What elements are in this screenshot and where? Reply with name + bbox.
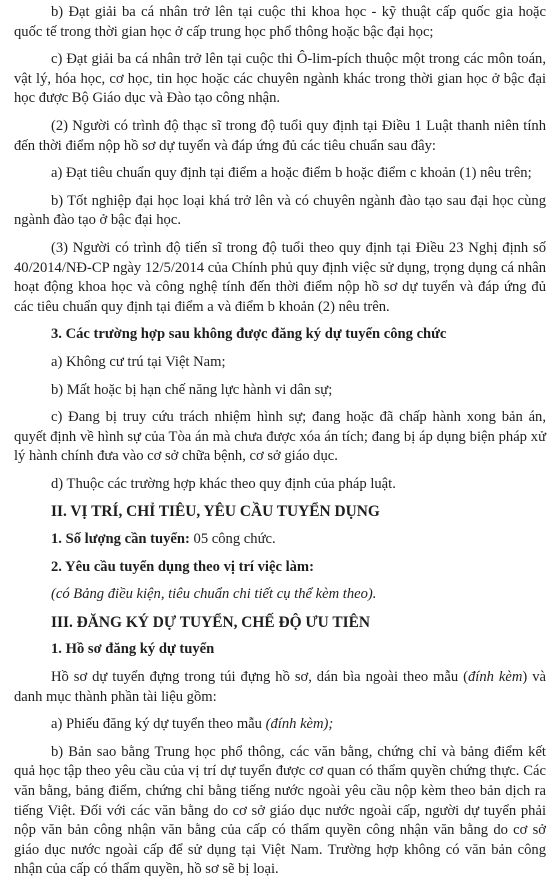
- paragraph-2b: b) Tốt nghiệp đại học loại khá trở lên và có chuyên ngành đào tạo sau đại học cùng ngành đào tạo ở bậc đại học.: [14, 192, 546, 229]
- dossier-intro-attached: đính kèm: [468, 669, 523, 686]
- dossier-intro: [14, 668, 546, 707]
- dossier-item-b: b) Bản sao bằng Trung học phổ thông, các văn bằng, chứng chỉ và bảng điểm kết quả học tập theo yêu cầu của vị trí dự tuyển được cơ quan có thẩm quyền chứng thực. Các văn bằng, bảng điểm, chứng chỉ bằng tiếng nước ngoài yêu cầu nộp kèm theo bản dịch ra tiếng Việt. Đối với các văn bằng do cơ sở giáo dục nước ngoài cấp, người dự tuyển phải nộp văn bản công nhận văn bằng của cấp có thẩm quyền công nhận văn bằng do cơ sở giáo dục nước ngoài cấp để sử dụng tại Việt Nam. Trường hợp không có văn bản công nhận của cấp có thẩm quyền, hồ sơ sẽ bị loại.: [14, 743, 546, 878]
- paragraph-2a: a) Đạt tiêu chuẩn quy định tại điểm a hoặc điểm b hoặc điểm c khoản (1) nêu trên;: [51, 165, 532, 182]
- recruit-requirements-heading: 2. Yêu cầu tuyển dụng theo vị trí việc làm:: [51, 558, 314, 575]
- dossier-intro-part2: ) và danh mục thành phần tài liệu gồm:: [14, 669, 546, 705]
- heading-3-ineligible: 3. Các trường hợp sau không được đăng ký dự tuyển công chức: [51, 326, 447, 343]
- paragraph-3b: b) Mất hoặc bị hạn chế năng lực hành vi dân sự;: [51, 381, 333, 398]
- dossier-item-a-attached: (đính kèm);: [265, 716, 334, 733]
- recruit-quantity-value: 05 công chức.: [189, 531, 276, 548]
- paragraph-2: (2) Người có trình độ thạc sĩ trong độ tuổi quy định tại Điều 1 Luật thanh niên tính đến thời điểm nộp hồ sơ dự tuyển và đáp ứng đủ các tiêu chuẩn sau đây:: [14, 117, 546, 154]
- paragraph-1b: b) Đạt giải ba cá nhân trở lên tại cuộc thi khoa học - kỹ thuật cấp quốc gia hoặc quốc tế trong thời gian học ở cấp trung học phổ thông hoặc bậc đại học;: [14, 4, 546, 40]
- paragraph-1c: c) Đạt giải ba cá nhân trở lên tại cuộc thi Ô-lim-pích thuộc một trong các môn toán, vật lý, hóa học, cơ học, tin học hoặc các chuyên ngành khác trong thời gian học ở bậc đại học được Bộ Giáo dục và Đào tạo công nhận.: [14, 51, 546, 107]
- section-ii-title: II. VỊ TRÍ, CHỈ TIÊU, YÊU CẦU TUYỂN DỤNG: [51, 503, 380, 521]
- section-iii-title: III. ĐĂNG KÝ DỰ TUYỂN, CHẾ ĐỘ ƯU TIÊN: [51, 613, 370, 631]
- recruit-requirements-note: (có Bảng điều kiện, tiêu chuẩn chi tiết cụ thể kèm theo).: [51, 586, 377, 603]
- recruit-quantity: [14, 530, 546, 550]
- dossier-intro-part1: Hồ sơ dự tuyển đựng trong túi đựng hồ sơ, dán bìa ngoài theo mẫu (: [51, 669, 468, 686]
- paragraph-3c: c) Đang bị truy cứu trách nhiệm hình sự; đang hoặc đã chấp hành xong bản án, quyết định về hình sự của Tòa án mà chưa được xóa án tích; đang bị áp dụng biện pháp xử lý hành chính đưa vào cơ sở chữa bệnh, cơ sở giáo dục.: [14, 409, 546, 465]
- dossier-item-a: [14, 715, 546, 735]
- paragraph-3d: d) Thuộc các trường hợp khác theo quy định của pháp luật.: [51, 475, 396, 492]
- dossier-item-a-text: a) Phiếu đăng ký dự tuyển theo mẫu: [51, 716, 266, 733]
- recruit-quantity-label: 1. Số lượng cần tuyển:: [51, 531, 190, 548]
- paragraph-3: (3) Người có trình độ tiến sĩ trong độ tuổi theo quy định tại Điều 23 Nghị định số 40/2014/NĐ-CP ngày 12/5/2014 của Chính phủ quy định việc sử dụng, trọng dụng cá nhân hoạt động khoa học và công nghệ tính đến thời điểm nộp hồ sơ dự tuyển và đáp ứng đủ các tiêu chuẩn quy định tại điểm a và điểm b khoản (2) nêu trên.: [14, 239, 546, 315]
- application-dossier-heading: 1. Hồ sơ đăng ký dự tuyển: [51, 641, 215, 658]
- paragraph-3a: a) Không cư trú tại Việt Nam;: [51, 353, 226, 370]
